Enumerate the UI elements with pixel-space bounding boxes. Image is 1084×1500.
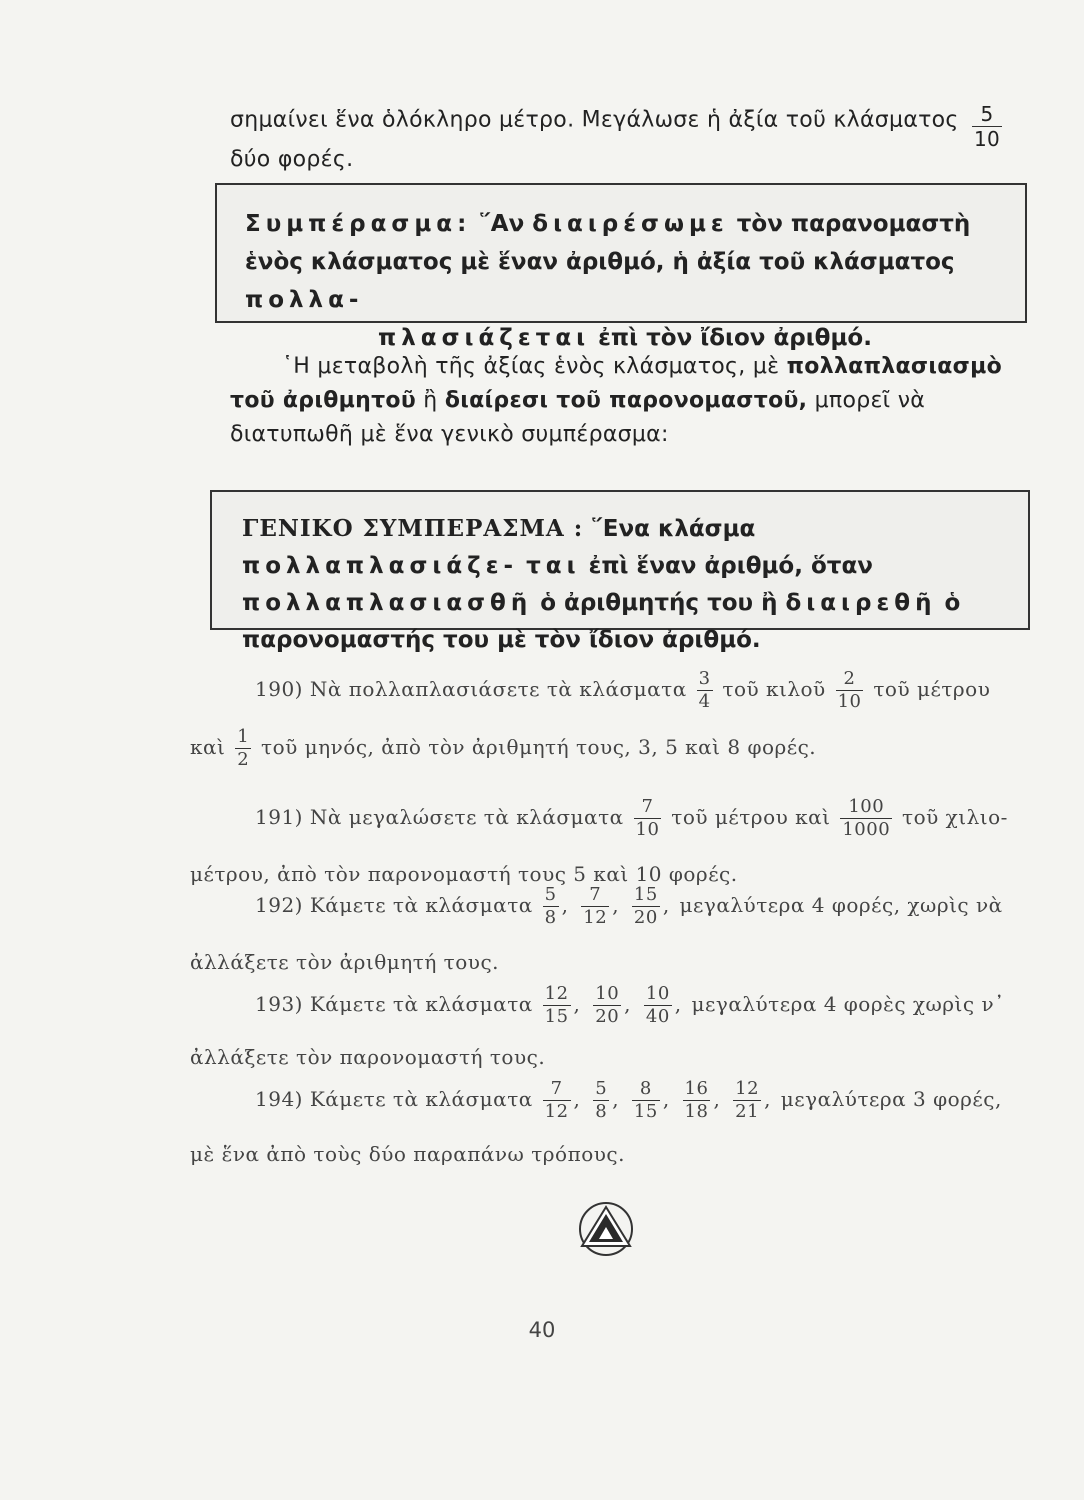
fraction	[543, 1080, 571, 1121]
fraction	[581, 886, 609, 927]
para-bold: διαίρεσι τοῦ παρονομαστοῦ,	[444, 388, 808, 413]
conclusion-part: τὸν παρανομαστὴ ἑνὸς κλάσματος μὲ ἕναν ἀριθμό, ἡ ἀξία τοῦ κλάσματος	[245, 211, 971, 275]
exercise-194-line-2: μὲ ἕνα ἀπὸ τοὺς δύο παραπάνω τρόπους.	[190, 1142, 625, 1166]
intro-line-2: δύο φορές.	[230, 147, 354, 172]
exercise-text: 194) Κάμετε τὰ κλάσματα	[255, 1087, 533, 1111]
fraction	[733, 1080, 761, 1121]
fraction-denominator: 15	[544, 1006, 569, 1027]
para-text: ἢ	[423, 388, 438, 413]
gc-part: ὁ ἀριθμητής του ἢ	[540, 590, 778, 616]
gc-part: ὁ παρονομαστής του μὲ τὸν ἴδιον ἀριθμό.	[242, 590, 961, 653]
exercise-text: μεγαλύτερα 3 φορές,	[780, 1087, 1002, 1111]
exercise-text: καὶ	[190, 735, 226, 759]
fraction-denominator: 4	[698, 691, 711, 712]
fraction	[634, 798, 662, 839]
fraction-numerator: 10	[645, 983, 670, 1004]
exercise-190-line-2	[190, 728, 816, 769]
conclusion-box	[215, 183, 1027, 351]
conclusion-part: πλασιάζεται	[378, 325, 591, 351]
fraction-numerator: 12	[735, 1078, 760, 1099]
fraction-numerator: 100	[840, 798, 892, 819]
fraction-denominator: 8	[544, 907, 557, 928]
fraction	[683, 1080, 711, 1121]
gc-part: ῞Ενα κλάσμα	[591, 516, 756, 542]
fraction-numerator: 8	[632, 1080, 660, 1101]
exercise-text: 190) Νὰ πολλαπλασιάσετε τὰ κλάσματα	[255, 677, 687, 701]
fraction	[593, 985, 621, 1026]
conclusion-part: ῞Αν	[479, 211, 525, 237]
exercise-text: τοῦ μέτρου	[873, 677, 991, 701]
fraction-denominator: 21	[735, 1101, 760, 1122]
fraction	[632, 886, 660, 927]
fraction-denominator: 12	[544, 1101, 569, 1122]
fraction-denominator: 12	[583, 907, 608, 928]
conclusion-part: ἐπὶ τὸν ἴδιον ἀριθμό.	[598, 325, 872, 351]
conclusion-label: Συμπέρασμα:	[245, 211, 472, 237]
fraction-numerator: 16	[684, 1078, 709, 1099]
fraction-denominator: 8	[595, 1101, 608, 1122]
fraction-numerator: 3	[698, 668, 711, 689]
exercise-text: τοῦ κιλοῦ	[722, 677, 826, 701]
conclusion-part: διαιρέσωμε	[532, 211, 729, 237]
exercise-190-line-1	[255, 670, 990, 711]
fraction-numerator: 5	[595, 1078, 608, 1099]
gc-part: διαιρεθῆ	[785, 590, 937, 616]
fraction-numerator: 7	[634, 798, 662, 819]
exercise-192-line-2: ἀλλάξετε τὸν ἀριθμητή τους.	[190, 950, 499, 974]
gc-part: ἐπὶ ἕναν ἀριθμό, ὅταν	[588, 553, 873, 579]
exercise-192-line-1: 192) Κάμετε τὰ κλάσματα $\frac{5}{8}$ , $\frac{7}{12}$ , $\frac{15}{20}$ , μεγαλύτερα 4 φορές, χωρὶς νὰ	[255, 884, 1003, 928]
body-paragraph	[230, 350, 1030, 452]
general-conclusion-box	[210, 490, 1030, 653]
gc-part: πολλαπλασιάζε-	[242, 553, 519, 579]
fraction-denominator: 18	[684, 1101, 709, 1122]
fraction-denominator: 40	[645, 1006, 670, 1027]
page-number: 40	[528, 1318, 556, 1342]
fraction-numerator: 7	[581, 886, 609, 907]
exercise-194-line-1: 194) Κάμετε τὰ κλάσματα $\frac{7}{12}$ , $\frac{5}{8}$ , $\frac{8}{15}$ , $\frac{16}{18}$ , $\frac{12}{21}$ , μεγαλύτερα 3 φορές,	[255, 1078, 1002, 1122]
fraction-numerator: 15	[633, 884, 658, 905]
exercise-text: 191) Νὰ μεγαλώσετε τὰ κλάσματα	[255, 805, 624, 829]
exercise-193-line-1: 193) Κάμετε τὰ κλάσματα $\frac{12}{15}$ , $\frac{10}{20}$ , $\frac{10}{40}$ , μεγαλύτερα 4 φορὲς χωρὶς ν᾿	[255, 983, 1005, 1027]
fraction-denominator: 10	[973, 127, 1000, 151]
publisher-triangle-emblem-icon	[577, 1200, 635, 1258]
exercise-text: 193) Κάμετε τὰ κλάσματα	[255, 992, 533, 1016]
general-conclusion-text	[242, 510, 1012, 659]
exercise-191-line-2: μέτρου, ἀπὸ τὸν παρονομαστή τους 5 καὶ 10 φορές.	[190, 862, 738, 886]
intro-line-1	[230, 98, 1005, 151]
fraction-denominator: 10	[837, 691, 862, 712]
para-text: μπορεῖ νὰ διατυπωθῆ μὲ ἕνα γενικὸ συμπέρασμα:	[230, 388, 926, 447]
fraction-denominator: 2	[237, 749, 250, 770]
exercise-193-line-2: ἀλλάξετε τὸν παρονομαστή τους.	[190, 1045, 546, 1069]
fraction	[235, 728, 251, 769]
fraction-numerator: 5	[544, 884, 557, 905]
gc-part: πολλαπλασιασθῆ	[242, 590, 533, 616]
exercise-text: 192) Κάμετε τὰ κλάσματα	[255, 893, 533, 917]
fraction	[697, 670, 713, 711]
exercise-text: τοῦ μηνός, ἀπὸ τὸν ἀριθμητή τους, 3, 5 καὶ 8 φορές.	[261, 735, 817, 759]
fraction-numerator: 2	[836, 670, 864, 691]
exercise-191-line-1	[255, 798, 1008, 839]
fraction-denominator: 15	[633, 1101, 658, 1122]
fraction	[644, 985, 672, 1026]
exercise-text: τοῦ χιλιο-	[902, 805, 1008, 829]
fraction-numerator: 1	[237, 726, 250, 747]
para-bold: πολλαπλασιασμὸ τοῦ ἀριθμητοῦ	[230, 354, 1002, 413]
fraction	[593, 1080, 609, 1121]
conclusion-text	[245, 205, 1005, 357]
exercise-text: μεγαλύτερα 4 φορές, χωρὶς νὰ	[679, 893, 1003, 917]
para-text: ῾Η μεταβολὴ τῆς ἀξίας ἑνὸς κλάσματος, μὲ	[282, 354, 780, 379]
intro-text: σημαίνει ἕνα ὁλόκληρο μέτρο. Μεγάλωσε ἡ ἀξία τοῦ κλάσματος	[230, 107, 959, 133]
fraction-numerator: 10	[595, 983, 620, 1004]
gc-part: ται	[526, 553, 581, 579]
fraction	[632, 1080, 660, 1121]
intro-fraction	[972, 104, 1002, 149]
fraction-denominator: 20	[595, 1006, 620, 1027]
fraction-numerator: 7	[543, 1080, 571, 1101]
fraction	[836, 670, 864, 711]
general-conclusion-heading: ΓΕΝΙΚΟ ΣΥΜΠΕΡΑΣΜΑ :	[242, 515, 584, 542]
fraction	[840, 798, 892, 839]
conclusion-part: πολλα-	[245, 287, 364, 313]
fraction-denominator: 20	[633, 907, 658, 928]
fraction	[543, 886, 559, 927]
fraction-denominator: 1000	[842, 819, 891, 840]
exercise-text: μεγαλύτερα 4 φορὲς χωρὶς ν᾿	[691, 992, 1005, 1016]
fraction-denominator: 10	[635, 819, 660, 840]
fraction	[543, 985, 571, 1026]
fraction-numerator: 12	[544, 983, 569, 1004]
exercise-text: τοῦ μέτρου καὶ	[671, 805, 831, 829]
fraction-numerator: 5	[972, 104, 1002, 127]
